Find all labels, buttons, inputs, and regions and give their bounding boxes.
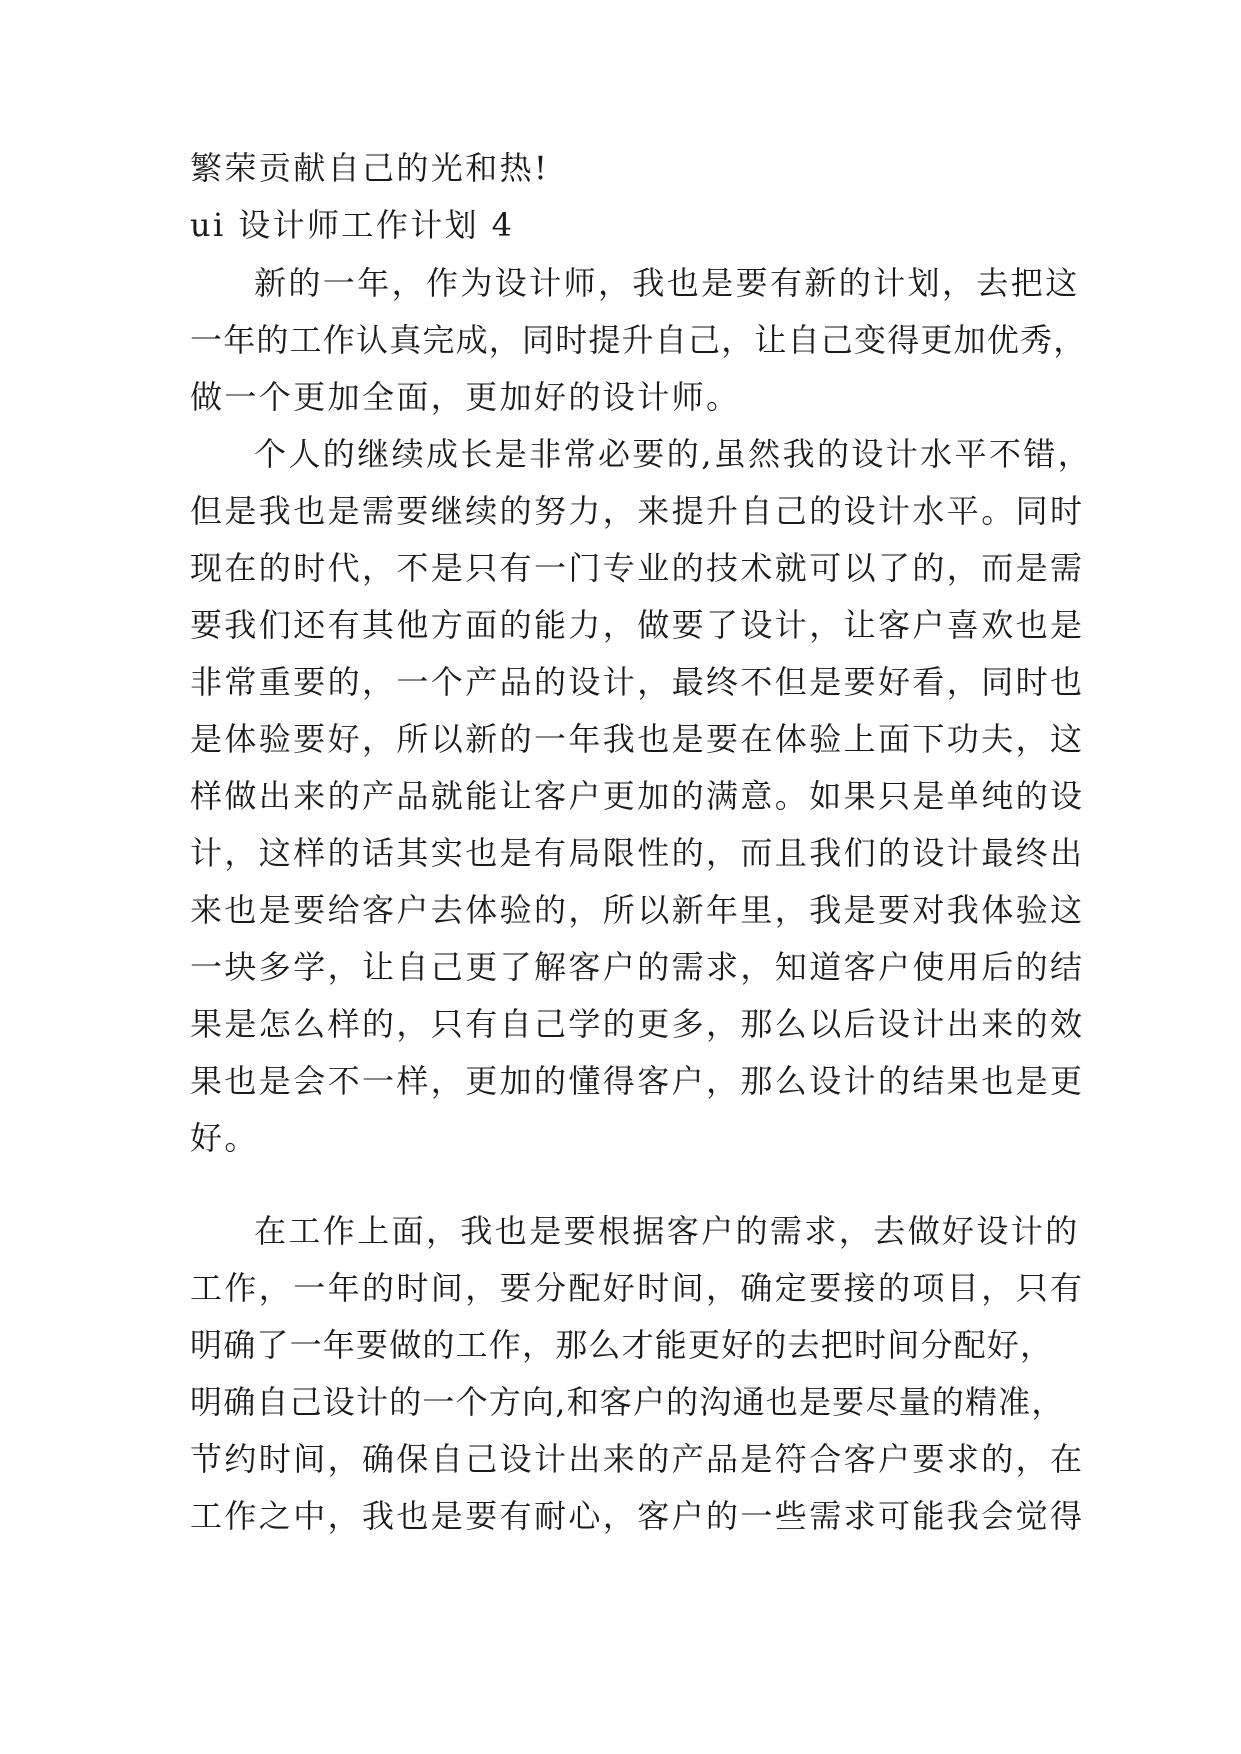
text-line: 新的一年，作为设计师，我也是要有新的计划，去把这 [254,264,1080,302]
text-line: 在工作上面，我也是要根据客户的需求，去做好设计的 [254,1212,1080,1250]
text-line: 一块多学，让自己更了解客户的需求，知道客户使用后的结 [190,948,1085,986]
text-line: 来也是要给客户去体验的，所以新年里，我是要对我体验这 [190,891,1085,929]
text-line: 样做出来的产品就能让客户更加的满意。如果只是单纯的设 [190,777,1085,815]
text-line: 好。 [190,1119,259,1157]
text-line: 果是怎么样的，只有自己学的更多，那么以后设计出来的效 [190,1005,1085,1043]
text-line: 是体验要好，所以新的一年我也是要在体验上面下功夫，这 [190,720,1085,758]
text-line: 现在的时代，不是只有一门专业的技术就可以了的，而是需 [190,549,1085,587]
section-title: ui 设计师工作计划 4 [190,206,515,244]
text-line: 个人的继续成长是非常必要的,虽然我的设计水平不错， [254,435,1093,473]
text-line: 要我们还有其他方面的能力，做要了设计，让客户喜欢也是 [190,606,1085,644]
text-line: 一年的工作认真完成，同时提升自己，让自己变得更加优秀， [190,321,1087,359]
text-line: 节约时间，确保自己设计出来的产品是符合客户要求的，在 [190,1440,1085,1478]
text-line: 工作，一年的时间，要分配好时间，确定要接的项目，只有 [190,1269,1085,1307]
text-line: 非常重要的，一个产品的设计，最终不但是要好看，同时也 [190,663,1085,701]
text-line: 计，这样的话其实也是有局限性的，而且我们的设计最终出 [190,834,1085,872]
previous-section-tail: 繁荣贡献自己的光和热! [190,149,550,187]
text-line: 工作之中，我也是要有耐心，客户的一些需求可能我会觉得 [190,1497,1085,1535]
text-line: 明确了一年要做的工作，那么才能更好的去把时间分配好， [190,1326,1054,1364]
text-line: 果也是会不一样，更加的懂得客户，那么设计的结果也是更 [190,1062,1085,1100]
text-line: 做一个更加全面，更加好的设计师。 [190,378,741,416]
text-line: 明确自己设计的一个方向,和客户的沟通也是要尽量的精准， [190,1383,1065,1421]
text-line: 但是我也是需要继续的努力，来提升自己的设计水平。同时 [190,492,1085,530]
